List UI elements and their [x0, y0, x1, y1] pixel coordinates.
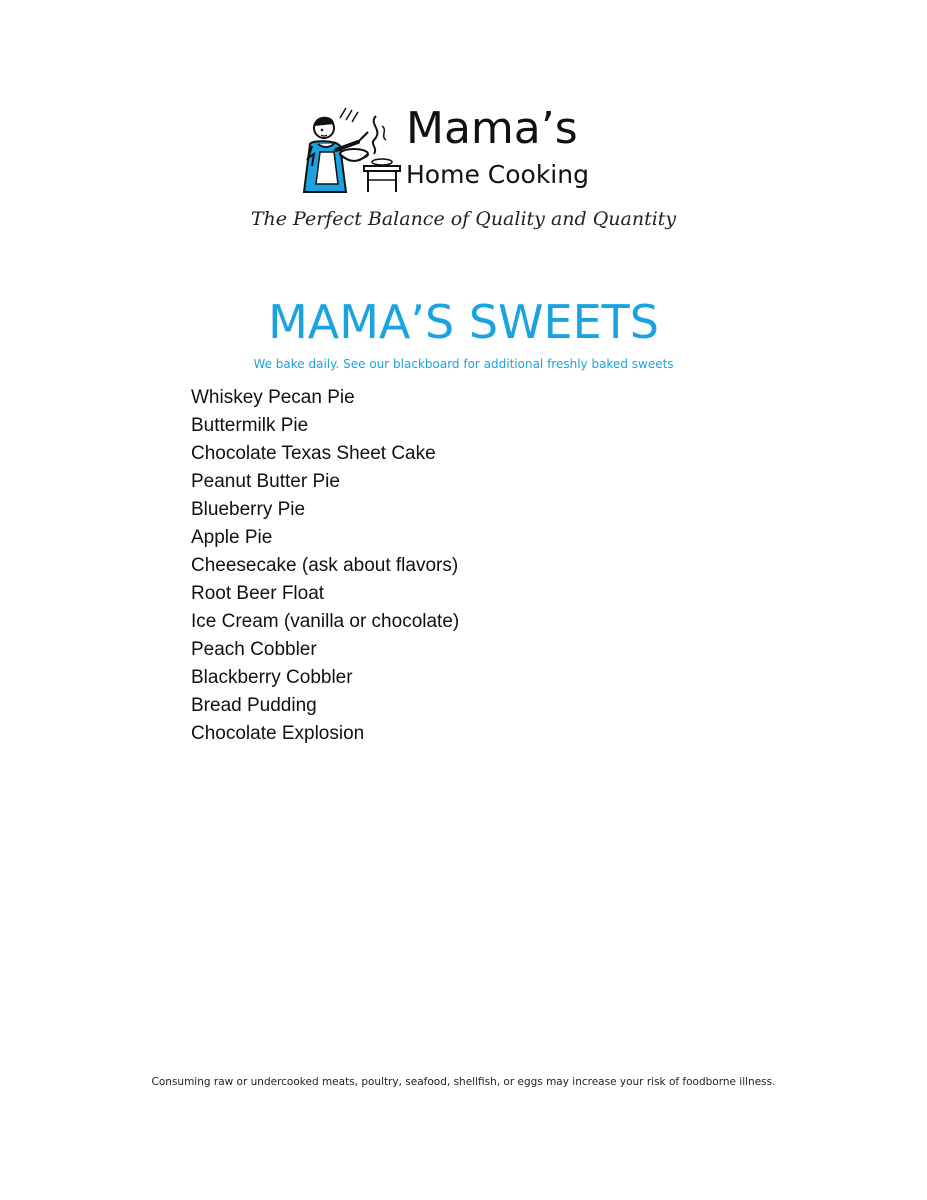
- menu-item: Root Beer Float: [191, 583, 325, 604]
- menu-item: Chocolate Texas Sheet Cake: [191, 443, 436, 464]
- menu-item: Chocolate Explosion: [191, 723, 365, 744]
- tagline: The Perfect Balance of Quality and Quantity: [250, 208, 677, 230]
- foodborne-illness-disclaimer: Consuming raw or undercooked meats, poultry, seafood, shellfish, or eggs may increase your risk of foodborne illness.: [151, 1076, 776, 1088]
- menu-item: Apple Pie: [191, 527, 273, 548]
- menu-list: [191, 384, 459, 748]
- mama-cooking-illustration-icon: [300, 104, 408, 196]
- menu-item: Blueberry Pie: [191, 499, 306, 520]
- menu-item: Whiskey Pecan Pie: [191, 387, 355, 408]
- menu-item: Blackberry Cobbler: [191, 667, 353, 688]
- section-title: MAMA’S SWEETS: [268, 295, 659, 349]
- menu-item: Bread Pudding: [191, 695, 317, 716]
- section-note: We bake daily. See our blackboard for additional freshly baked sweets: [253, 357, 674, 371]
- menu-item: Buttermilk Pie: [191, 415, 309, 436]
- menu-item: Peanut Butter Pie: [191, 471, 340, 492]
- logo-title: Mama’s: [406, 103, 578, 154]
- logo-subtitle: Home Cooking: [406, 160, 589, 189]
- menu-item: Ice Cream (vanilla or chocolate): [191, 611, 460, 632]
- menu-item: Cheesecake (ask about flavors): [191, 555, 459, 576]
- logo: [300, 104, 630, 196]
- menu-item: Peach Cobbler: [191, 639, 317, 660]
